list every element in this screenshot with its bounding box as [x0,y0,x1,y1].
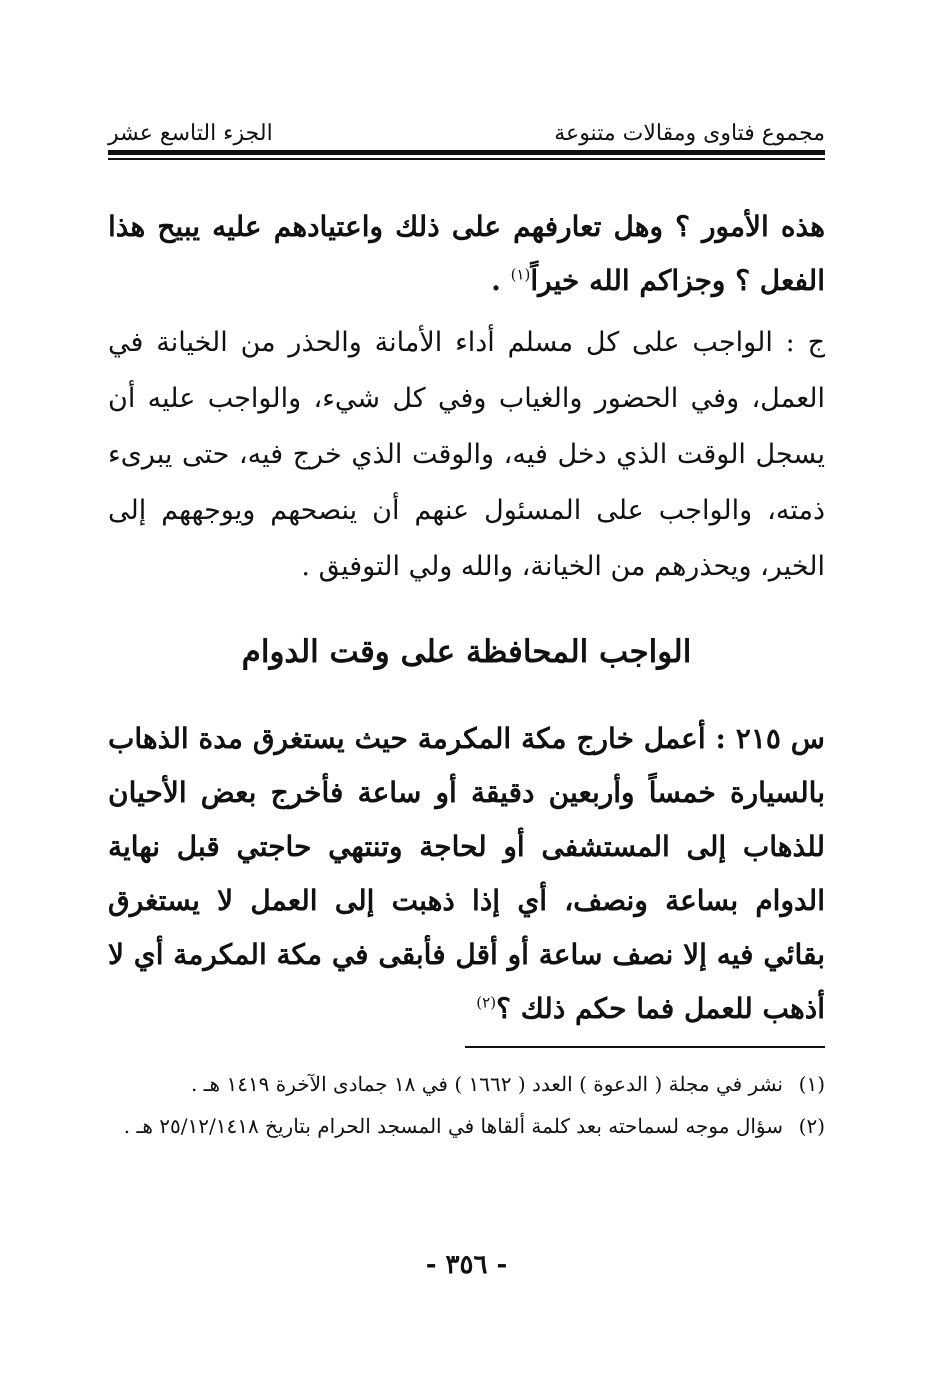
document-page [108,0,825,1377]
question-215 [108,712,825,1036]
footnote-text: نشر في مجلة ( الدعوة ) العدد ( ١٦٦٢ ) في ١٨ جمادى الآخرة ١٤١٩ هـ . [190,1072,783,1096]
footnote-ref-1[interactable]: (١) [510,265,531,284]
footnotes [108,1064,825,1148]
footnote-separator [465,1046,825,1048]
header-rule-thin [108,158,825,160]
question2-text: س ٢١٥ : أعمل خارج مكة المكرمة حيث يستغرق مدة الذهاب بالسيارة خمساً وأربعين دقيقة أو ساعة فأخرج بعض الأحيان للذهاب إلى المستشفى أو لحاجة وتنتهي حاجتي قبل نهاية الدوام بساعة ونصف، أي إذا ذهبت إلى العمل لا يستغرق بقائي فيه إلا نصف ساعة أو أقل فأبقى في مكة المكرمة أي لا أذهب للعمل فما حكم ذلك ؟ [108,722,825,1025]
running-header [108,112,825,146]
answer-paragraph: ج : الواجب على كل مسلم أداء الأمانة والحذر من الخيانة في العمل، وفي الحضور والغياب وفي كل شيء، والواجب عليه أن يسجل الوقت الذي دخل فيه، والوقت الذي خرج فيه، حتى يبرىء ذمته، والواجب على المسئول عنهم أن ينصحهم ويوجههم إلى الخير، ويحذرهم من الخيانة، والله ولي التوفيق . [108,327,825,582]
footnote-ref-2[interactable]: (٢) [476,993,497,1012]
volume-label: الجزء التاسع عشر [108,121,273,146]
question1-text: هذه الأمور ؟ وهل تعارفهم على ذلك واعتيادهم عليه يبيح هذا الفعل ؟ وجزاكم الله خيراً [108,210,825,297]
footnote-text: سؤال موجه لسماحته بعد كلمة ألقاها في المسجد الحرام بتاريخ ٢٥/١٢/١٤١٨ هـ . [123,1114,783,1138]
question1-end: . [491,264,511,297]
footnote-item [108,1064,825,1104]
section-heading: الواجب المحافظة على وقت الدوام [241,634,692,670]
footnote-number: (١) [798,1072,825,1096]
page-number: - ٣٥٦ - [425,1250,508,1280]
header-rule-thick [108,150,825,155]
question-continuation [108,200,825,308]
footnote-number: (٢) [798,1114,825,1138]
book-title: مجموع فتاوى ومقالات متنوعة [554,121,825,146]
footnote-item [108,1106,825,1146]
